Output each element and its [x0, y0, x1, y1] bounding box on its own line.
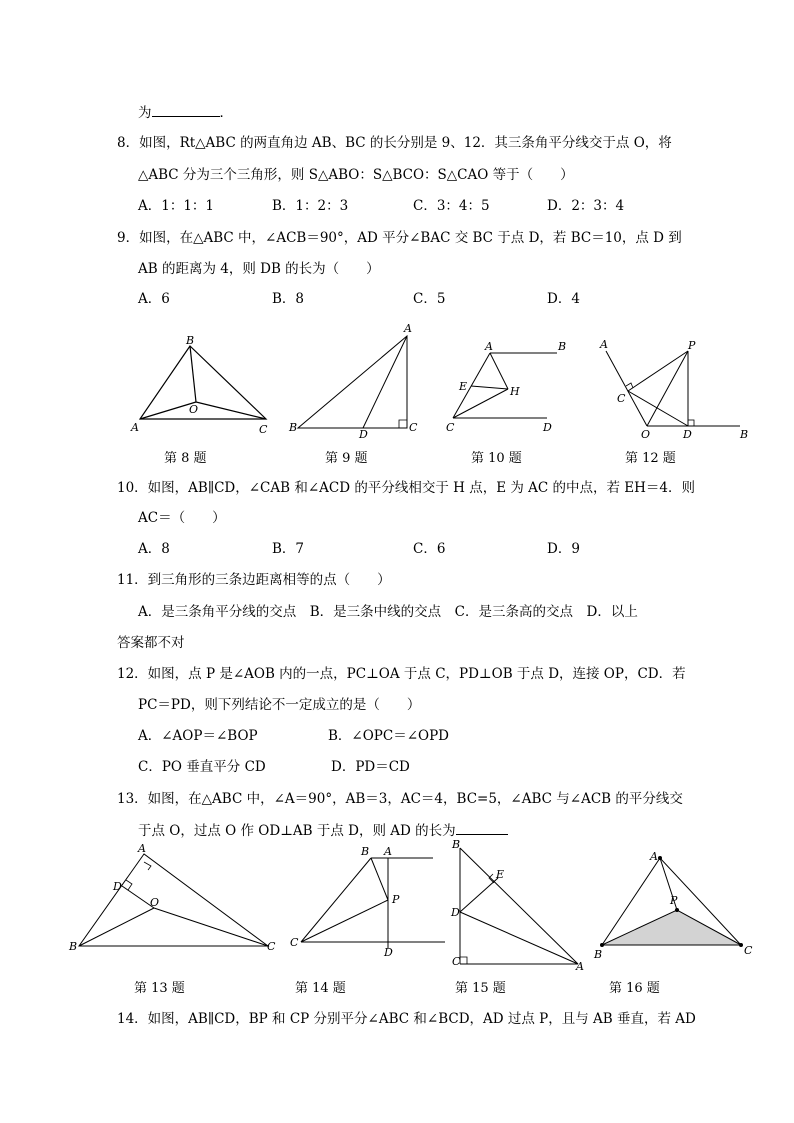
fig13-segment-co — [154, 908, 268, 946]
fig10-label-e: E — [459, 380, 468, 393]
fig14-label-b: B — [361, 845, 370, 858]
q7-tail: 为 ． — [138, 105, 233, 121]
caption-fig13: 第 13 题 — [134, 981, 185, 996]
fig14-segment-bc — [301, 858, 371, 942]
fig9-label-c: C — [409, 421, 418, 434]
q9-option-b: B．8 — [272, 291, 305, 307]
figure-q10 — [440, 334, 575, 434]
q8-option-d: D．2：3：4 — [547, 198, 625, 214]
figure-q12 — [592, 334, 752, 442]
caption-fig10: 第 10 题 — [471, 451, 522, 466]
q11-line2: A．是三条角平分线的交点 B．是三条中线的交点 C．是三条高的交点 D．以上 — [138, 604, 638, 620]
caption-fig12: 第 12 题 — [625, 451, 676, 466]
caption-fig8: 第 8 题 — [164, 451, 207, 466]
fig10-label-a: A — [485, 340, 493, 353]
q8-line1: 8．如图，Rt△ABC 的两直角边 AB、BC 的长分别是 9、12．其三条角平分线交于点 O，将 — [117, 135, 672, 151]
q8-option-b: B．1：2：3 — [272, 198, 349, 214]
q8-option-a: A．1：1：1 — [138, 198, 215, 214]
answer-blank[interactable] — [152, 103, 220, 117]
fig15-segment-ba — [460, 848, 578, 964]
fig14-label-a: A — [384, 845, 392, 858]
fig12-label-p: P — [688, 339, 696, 352]
fig13-right-angle-mark-d — [126, 880, 132, 890]
q8-option-c: C．3：4：5 — [413, 198, 490, 214]
q9-option-a: A．6 — [138, 291, 170, 307]
fig10-label-d: D — [543, 421, 552, 434]
fig13-right-angle-mark-a — [144, 862, 151, 870]
fig10-segment-ah — [490, 353, 508, 389]
fig14-label-c: C — [290, 936, 299, 949]
fig13-label-c: C — [267, 940, 276, 953]
fig9-triangle — [298, 336, 407, 428]
q12-option-a: A．∠AOP＝∠BOP — [138, 728, 258, 744]
q10-line2: AC＝（ ） — [138, 510, 226, 526]
fig16-label-b: B — [594, 948, 603, 961]
fig16-label-a: A — [650, 850, 658, 863]
fig10-label-h: H — [510, 385, 520, 398]
fig12-label-d: D — [683, 428, 692, 441]
fig13-segment-bo — [79, 908, 154, 946]
q9-option-c: C．5 — [413, 291, 446, 307]
fig15-segment-de — [460, 878, 498, 912]
fig16-point-c — [739, 943, 743, 947]
figure-q15 — [448, 838, 593, 973]
fig16-point-a — [658, 856, 662, 860]
fig15-segment-da — [460, 912, 578, 964]
fig13-label-b: B — [69, 940, 78, 953]
fig8-label-o: O — [189, 403, 199, 416]
fig8-segment-bo — [190, 346, 196, 402]
fig13-label-a: A — [138, 842, 146, 855]
fig8-label-c: C — [259, 423, 268, 436]
q12-option-d: D．PD＝CD — [331, 759, 410, 775]
fig12-label-c: C — [617, 392, 626, 405]
fig10-segment-eh — [471, 386, 508, 389]
fig9-label-b: B — [289, 421, 298, 434]
q14-line1: 14．如图，AB∥CD，BP 和 CP 分别平分∠ABC 和∠BCD，AD 过点 P，且与 AB 垂直，若 AD — [117, 1011, 696, 1027]
figure-q9 — [286, 322, 421, 441]
fig16-point-p — [675, 908, 679, 912]
fig15-right-angle-mark-c — [460, 957, 467, 964]
q11-line1: 11．到三角形的三条边距离相等的点（ ） — [117, 572, 391, 588]
q10-option-c: C．6 — [413, 541, 446, 557]
caption-fig16: 第 16 题 — [609, 981, 660, 996]
q10-line1: 10．如图，AB∥CD，∠CAB 和∠ACD 的平分线相交于 H 点，E 为 AC 的中点，若 EH＝4．则 — [117, 480, 696, 496]
q13-line2: 于点 O，过点 O 作 OD⊥AB 于点 D，则 AD 的长为 — [138, 821, 508, 840]
fig16-shaded-triangle-bpc — [602, 910, 741, 945]
fig14-segment-bp — [371, 858, 388, 900]
fig9-right-angle-mark — [399, 420, 407, 428]
fig14-label-d: D — [384, 946, 393, 959]
fig8-label-b: B — [186, 334, 195, 347]
fig15-label-a: A — [576, 960, 584, 973]
fig9-label-d: D — [359, 428, 368, 441]
fig12-right-angle-mark-c — [626, 383, 633, 388]
fig14-segment-cp — [301, 900, 388, 942]
fig12-segment-pc — [628, 351, 688, 391]
q12-line2: PC＝PD，则下列结论不一定成立的是（ ） — [138, 697, 421, 713]
q9-option-d: D．4 — [547, 291, 580, 307]
q10-option-d: D．9 — [547, 541, 580, 557]
fig15-label-d: D — [451, 906, 460, 919]
q12-option-b: B．∠OPC＝∠OPD — [328, 728, 449, 744]
q9-line2: AB 的距离为 4，则 DB 的长为（ ） — [138, 261, 380, 277]
answer-blank-q13[interactable] — [456, 821, 508, 835]
fig8-segment-ao — [140, 402, 199, 419]
fig12-label-a: A — [600, 338, 608, 351]
q12-option-c: C．PO 垂直平分 CD — [138, 759, 266, 775]
figure-q8 — [128, 332, 278, 437]
figure-q13 — [66, 840, 286, 955]
fig8-label-a: A — [131, 421, 139, 434]
q9-line1: 9．如图，在△ABC 中，∠ACB＝90°，AD 平分∠BAC 交 BC 于点 D，若 BC＝10，点 D 到 — [117, 230, 682, 246]
fig15-label-b: B — [452, 838, 461, 851]
fig12-segment-op — [647, 351, 688, 426]
fig13-label-d: D — [113, 880, 122, 893]
q10-option-b: B．7 — [272, 541, 305, 557]
caption-fig15: 第 15 题 — [455, 981, 506, 996]
fig16-label-p: P — [670, 894, 678, 907]
fig10-label-b: B — [558, 340, 567, 353]
caption-fig14: 第 14 题 — [295, 981, 346, 996]
caption-fig9: 第 9 题 — [325, 451, 368, 466]
fig13-label-o: O — [150, 896, 160, 909]
fig9-segment-ad — [363, 336, 407, 428]
q10-option-a: A．8 — [138, 541, 170, 557]
fig8-segment-co — [196, 402, 266, 419]
fig13-triangle — [79, 854, 268, 946]
fig12-label-o: O — [641, 428, 651, 441]
figure-q16 — [590, 846, 755, 964]
fig12-right-angle-mark-d — [688, 420, 694, 426]
fig12-label-b: B — [740, 428, 749, 441]
q13-line1: 13．如图，在△ABC 中，∠A＝90°，AB＝3，AC＝4，BC=5，∠ABC 与∠ACB 的平分线交 — [117, 791, 683, 807]
fig15-label-e: E — [496, 868, 505, 881]
fig14-label-p: P — [392, 893, 400, 906]
fig12-ray-oa — [606, 351, 647, 426]
fig16-label-c: C — [744, 944, 753, 957]
fig8-triangle — [140, 346, 266, 419]
fig10-label-c: C — [446, 421, 455, 434]
fig15-label-c: C — [452, 955, 461, 968]
q8-line2: △ABC 分为三个三角形，则 S△ABO：S△BCO：S△CAO 等于（ ） — [138, 167, 574, 183]
fig9-label-a: A — [404, 322, 412, 335]
q12-line1: 12．如图，点 P 是∠AOB 内的一点，PC⊥OA 于点 C，PD⊥OB 于点 D，连接 OP，CD．若 — [117, 666, 686, 682]
q11-line3: 答案都不对 — [117, 635, 185, 651]
figure-q14 — [287, 840, 447, 958]
fig16-point-b — [600, 943, 604, 947]
